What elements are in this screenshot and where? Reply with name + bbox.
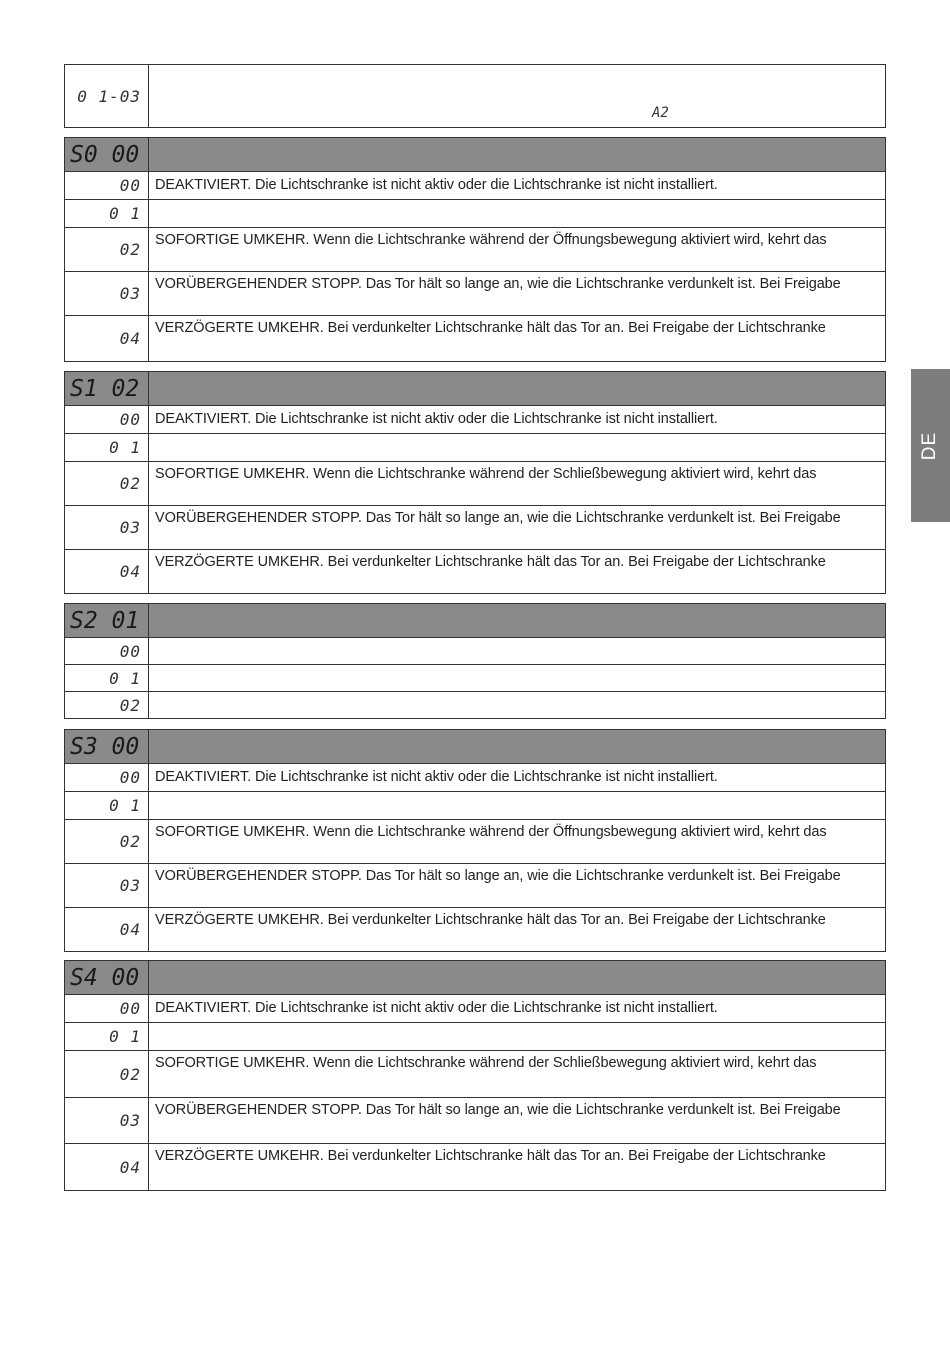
table-row	[65, 171, 885, 199]
table-row	[65, 271, 885, 315]
table-row	[65, 1143, 885, 1190]
row-description: DEAKTIVIERT. Die Lichtschranke ist nicht aktiv oder die Lichtschranke ist nicht installiert.	[155, 411, 718, 427]
table-row	[65, 1097, 885, 1143]
row-description: SOFORTIGE UMKEHR. Wenn die Lichtschranke während der Öffnungsbewegung aktiviert wird, kehrt das	[155, 232, 827, 248]
param-table-s2	[64, 603, 886, 719]
row-code: 03	[65, 272, 149, 315]
row-code: 02	[65, 462, 149, 505]
row-description: SOFORTIGE UMKEHR. Wenn die Lichtschranke während der Öffnungsbewegung aktiviert wird, kehrt das	[155, 824, 827, 840]
row-description	[149, 200, 885, 227]
table-row	[65, 505, 885, 549]
table-row	[65, 763, 885, 791]
row-code: 0 1-03	[65, 65, 149, 127]
table-row	[65, 405, 885, 433]
table-row	[65, 691, 885, 718]
header-code: S0 00	[65, 138, 149, 171]
row-description: VERZÖGERTE UMKEHR. Bei verdunkelter Lichtschranke hält das Tor an. Bei Freigabe der Lichtschranke	[155, 320, 826, 336]
row-description	[149, 65, 885, 127]
table-header	[65, 730, 885, 763]
table-row	[65, 227, 885, 271]
table-row	[65, 791, 885, 819]
table-row	[65, 1050, 885, 1097]
header-description	[149, 138, 885, 171]
language-tab-label: DE	[919, 431, 941, 460]
row-code: 04	[65, 908, 149, 951]
row-code: 0 1	[65, 792, 149, 819]
row-description: VORÜBERGEHENDER STOPP. Das Tor hält so lange an, wie die Lichtschranke verdunkelt ist. Bei Freigabe	[155, 276, 841, 292]
row-code: 02	[65, 228, 149, 271]
row-description	[149, 792, 885, 819]
header-code: S2 01	[65, 604, 149, 637]
param-table-s4	[64, 960, 886, 1191]
row-description: VERZÖGERTE UMKEHR. Bei verdunkelter Lichtschranke hält das Tor an. Bei Freigabe der Lichtschranke	[155, 554, 826, 570]
table-row	[65, 819, 885, 863]
top-row	[65, 65, 885, 127]
header-description	[149, 730, 885, 763]
row-code: 02	[65, 820, 149, 863]
row-code: 00	[65, 638, 149, 664]
row-description: DEAKTIVIERT. Die Lichtschranke ist nicht aktiv oder die Lichtschranke ist nicht installiert.	[155, 1000, 718, 1016]
header-description	[149, 604, 885, 637]
table-row	[65, 637, 885, 664]
table-row	[65, 994, 885, 1022]
header-code: S1 02	[65, 372, 149, 405]
row-code: 0 1	[65, 665, 149, 691]
table-row	[65, 1022, 885, 1050]
table-row	[65, 461, 885, 505]
row-description	[149, 434, 885, 461]
table-row	[65, 433, 885, 461]
row-code: 02	[65, 692, 149, 718]
table-header	[65, 138, 885, 171]
table-header	[65, 604, 885, 637]
param-table-s1	[64, 371, 886, 594]
row-code: 04	[65, 316, 149, 361]
row-description: VERZÖGERTE UMKEHR. Bei verdunkelter Lichtschranke hält das Tor an. Bei Freigabe der Lichtschranke	[155, 912, 826, 928]
row-description: SOFORTIGE UMKEHR. Wenn die Lichtschranke während der Schließbewegung aktiviert wird, kehrt das	[155, 466, 817, 482]
row-code: 03	[65, 864, 149, 907]
row-description: VORÜBERGEHENDER STOPP. Das Tor hält so lange an, wie die Lichtschranke verdunkelt ist. Bei Freigabe	[155, 868, 841, 884]
param-table-s0	[64, 137, 886, 362]
inline-code: A2	[652, 105, 669, 121]
row-description: VORÜBERGEHENDER STOPP. Das Tor hält so lange an, wie die Lichtschranke verdunkelt ist. Bei Freigabe	[155, 510, 841, 526]
row-code: 0 1	[65, 1023, 149, 1050]
param-table-top	[64, 64, 886, 128]
table-row	[65, 199, 885, 227]
row-code: 0 1	[65, 200, 149, 227]
row-description	[149, 665, 885, 691]
table-row	[65, 863, 885, 907]
param-table-s3	[64, 729, 886, 952]
table-header	[65, 372, 885, 405]
table-row	[65, 315, 885, 361]
table-header	[65, 961, 885, 994]
table-row	[65, 664, 885, 691]
row-description	[149, 1023, 885, 1050]
row-code: 0 1	[65, 434, 149, 461]
row-code: 02	[65, 1051, 149, 1097]
row-description: SOFORTIGE UMKEHR. Wenn die Lichtschranke während der Schließbewegung aktiviert wird, kehrt das	[155, 1055, 817, 1071]
header-description	[149, 961, 885, 994]
row-code: 04	[65, 550, 149, 593]
row-description: DEAKTIVIERT. Die Lichtschranke ist nicht aktiv oder die Lichtschranke ist nicht installiert.	[155, 769, 718, 785]
row-description	[149, 692, 885, 718]
row-code: 00	[65, 995, 149, 1022]
table-row	[65, 907, 885, 951]
row-code: 03	[65, 1098, 149, 1143]
row-description: DEAKTIVIERT. Die Lichtschranke ist nicht aktiv oder die Lichtschranke ist nicht installiert.	[155, 177, 718, 193]
row-code: 04	[65, 1144, 149, 1190]
row-code: 00	[65, 406, 149, 433]
table-row	[65, 549, 885, 593]
language-tab	[911, 369, 950, 522]
row-description: VERZÖGERTE UMKEHR. Bei verdunkelter Lichtschranke hält das Tor an. Bei Freigabe der Lichtschranke	[155, 1148, 826, 1164]
row-code: 03	[65, 506, 149, 549]
row-description	[149, 638, 885, 664]
row-code: 00	[65, 764, 149, 791]
row-code: 00	[65, 172, 149, 199]
row-description: VORÜBERGEHENDER STOPP. Das Tor hält so lange an, wie die Lichtschranke verdunkelt ist. Bei Freigabe	[155, 1102, 841, 1118]
header-code: S4 00	[65, 961, 149, 994]
header-description	[149, 372, 885, 405]
header-code: S3 00	[65, 730, 149, 763]
